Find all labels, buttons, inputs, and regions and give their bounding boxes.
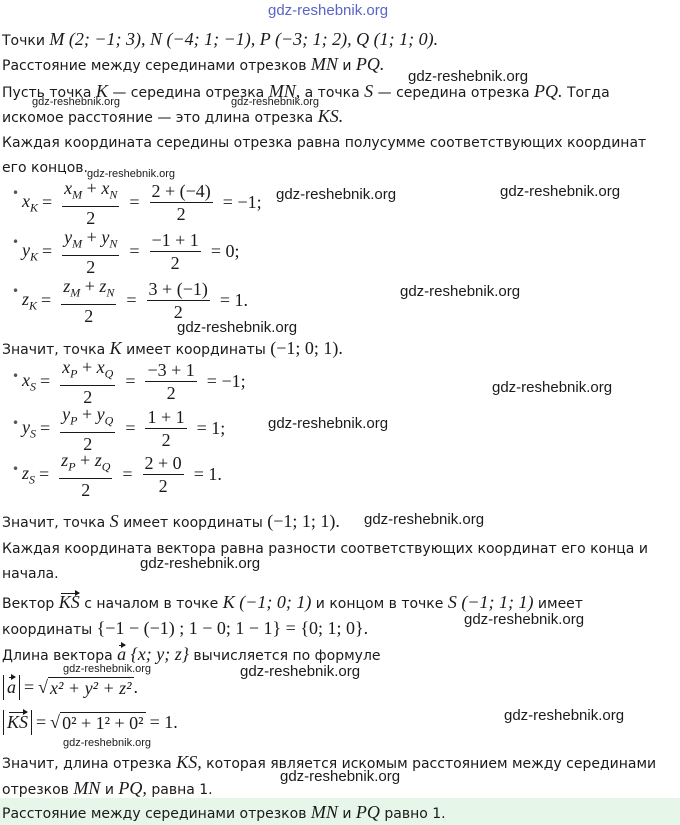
denominator: 2: [170, 253, 180, 274]
num-var: y: [101, 227, 110, 247]
denominator: 2: [86, 256, 96, 277]
equals-sign: =: [129, 192, 140, 213]
num-sub: M: [70, 285, 81, 300]
denominator: 2: [161, 430, 171, 451]
fraction-numeric: [145, 407, 186, 450]
num-var: z: [94, 450, 102, 470]
equals-sign: =: [125, 371, 136, 392]
concl-pq: PQ,: [118, 778, 147, 798]
concl-ks: KS,: [176, 752, 202, 772]
task-and: и: [342, 58, 352, 74]
equals-sign: =: [125, 418, 136, 439]
s-var: S: [109, 511, 119, 531]
plus-sign: +: [82, 404, 93, 424]
vector-coords-value: {−1 − (−1) ; 1 − 0; 1 − 1} = {0; 1; 0}.: [96, 618, 369, 638]
watermark: gdz-reshebnik.org: [408, 68, 529, 85]
answer-text-b: равно 1.: [384, 806, 446, 822]
fraction-symbolic: [61, 276, 116, 326]
formula-xk: [22, 178, 266, 228]
num-sub: P: [68, 459, 76, 474]
formula-lhs-sub: S: [30, 379, 36, 394]
num-var: z: [63, 276, 71, 296]
equals-sign: =: [41, 290, 52, 311]
vector-rule-line1: Каждая координата вектора равна разности соответствующих координат его конца и: [2, 541, 648, 557]
bullet: •: [12, 235, 20, 249]
length-formula: a = √ x² + y² + z² .: [3, 675, 138, 700]
watermark: gdz-reshebnik.org: [240, 663, 361, 680]
denominator: 2: [83, 386, 93, 407]
numerator-value: −3 + 1: [147, 360, 195, 381]
denominator: 2: [158, 476, 168, 497]
fraction-numeric: [147, 279, 210, 322]
num-sub: Q: [101, 459, 111, 474]
vector-k: K (−1; 0; 1): [222, 592, 312, 612]
formula-yk: [22, 227, 243, 277]
distance-ks: KS.: [317, 106, 344, 126]
k-coords-mid: имеет координаты: [126, 342, 266, 358]
plus-sign: +: [84, 276, 95, 296]
vector-text-b: с началом в точке: [84, 596, 219, 612]
watermark: gdz-reshebnik.org: [500, 183, 621, 200]
equals-sign: =: [129, 241, 140, 262]
task-pq: PQ.: [355, 54, 385, 74]
concl-text-b: которая является искомым расстоянием между серединами: [206, 756, 657, 772]
answer-pq: PQ: [355, 802, 380, 822]
vector-coords-label: координаты: [2, 622, 93, 638]
num-var: z: [99, 276, 107, 296]
s-coords-mid: имеет координаты: [123, 515, 263, 531]
answer-and: и: [342, 806, 352, 822]
vector-line: [2, 593, 583, 613]
let-pq: PQ.: [534, 81, 563, 101]
answer-text-a: Расстояние между серединами отрезков: [2, 806, 307, 822]
plus-sign: +: [82, 357, 93, 377]
num-var: y: [96, 404, 105, 424]
formula-zs: [22, 450, 226, 500]
concl-text-a: Значит, длина отрезка: [2, 756, 172, 772]
let-text-d: — середина отрезка: [377, 85, 530, 101]
vector-s: S (−1; 1; 1): [447, 592, 534, 612]
vector-text-d: имеет: [537, 596, 583, 612]
num-sub: M: [72, 236, 83, 251]
formula-lhs-sub: S: [29, 472, 36, 487]
watermark-small: gdz-reshebnik.org: [63, 663, 152, 675]
numerator-value: 3 + (−1): [148, 279, 208, 300]
distance-text: искомое расстояние — это длина отрезка: [2, 110, 314, 126]
concl-mn: MN: [73, 778, 101, 798]
formula-ys: [22, 404, 229, 454]
let-k: K: [95, 81, 108, 101]
formula-result: = 1.: [193, 464, 222, 485]
num-sub: N: [109, 187, 118, 202]
conclusion-line2: [2, 779, 213, 799]
s-coords-text: Значит, точка: [2, 515, 106, 531]
concl-and: и: [104, 782, 114, 798]
bullet: •: [12, 369, 20, 383]
formula-lhs: z: [22, 288, 30, 309]
let-text-e: Тогда: [566, 85, 610, 101]
fraction-symbolic: [60, 357, 115, 407]
denominator: 2: [166, 383, 176, 404]
formula-lhs: y: [22, 239, 30, 260]
midpoint-rule-line2: его концов.: [2, 160, 88, 176]
num-var: x: [64, 178, 73, 198]
watermark: gdz-reshebnik.org: [492, 379, 613, 396]
num-var: z: [61, 450, 69, 470]
num-var: x: [96, 357, 105, 377]
k-coords-value: (−1; 0; 1).: [270, 338, 343, 358]
ks-formula-rad: 0² + 1² + 0²: [62, 712, 144, 733]
k-coords-text: Значит, точка: [2, 342, 106, 358]
fraction-symbolic: [62, 178, 119, 228]
bullet: •: [12, 186, 20, 200]
vector-ks: KS: [58, 592, 80, 612]
formula-result: = −1;: [206, 371, 246, 392]
denominator: 2: [84, 305, 94, 326]
num-sub: N: [109, 236, 118, 251]
len-formula-vec: a: [7, 677, 16, 697]
formula-lhs-sub: K: [30, 249, 39, 264]
bullet: •: [12, 416, 20, 430]
bullet: •: [12, 462, 20, 476]
let-text-b: — середина отрезка: [112, 85, 265, 101]
formula-result: = 0;: [210, 241, 240, 262]
vector-rule-line2: начала.: [2, 566, 59, 582]
watermark: gdz-reshebnik.org: [504, 707, 625, 724]
points-label: Точки: [2, 33, 45, 49]
length-text-a: Длина вектора: [2, 648, 113, 664]
denominator: 2: [83, 433, 93, 454]
watermark: gdz-reshebnik.org: [364, 511, 485, 528]
numerator-value: 2 + 0: [144, 453, 182, 474]
task-line: [2, 55, 384, 75]
ks-formula-res: = 1.: [149, 712, 178, 732]
watermark-top: gdz-reshebnik.org: [268, 2, 389, 19]
fraction-symbolic: [60, 404, 115, 454]
num-sub: Q: [104, 366, 114, 381]
fraction-numeric: [150, 230, 201, 273]
watermark: gdz-reshebnik.org: [464, 611, 585, 628]
let-s: S: [364, 81, 374, 101]
formula-lhs-sub: K: [29, 298, 38, 313]
fraction-numeric: [150, 181, 213, 224]
points-line: [2, 30, 438, 50]
denominator: 2: [173, 302, 183, 323]
fraction-numeric: [145, 360, 196, 403]
concl-text-d: равна 1.: [151, 782, 213, 798]
equals-sign: =: [42, 192, 53, 213]
task-text: Расстояние между серединами отрезков: [2, 58, 307, 74]
length-text-b: вычисляется по формуле: [193, 648, 381, 664]
bullet: •: [12, 284, 20, 298]
distance-line: [2, 107, 343, 127]
num-sub: N: [106, 285, 115, 300]
vector-coords-line: [2, 619, 368, 639]
num-var: y: [62, 404, 71, 424]
plus-sign: +: [80, 450, 91, 470]
watermark-small: gdz-reshebnik.org: [32, 96, 121, 108]
watermark-small: gdz-reshebnik.org: [87, 168, 176, 180]
fraction-symbolic: [59, 450, 112, 500]
formula-lhs-sub: S: [30, 426, 36, 441]
k-coords-line: [2, 339, 343, 359]
formula-result: = −1;: [222, 192, 262, 213]
equals-sign: =: [40, 371, 51, 392]
num-var: x: [62, 357, 71, 377]
len-formula-rad: x² + y² + z²: [50, 677, 132, 698]
plus-sign: +: [86, 227, 97, 247]
formula-lhs: z: [22, 462, 30, 483]
length-line: [2, 645, 381, 665]
len-formula-end: .: [133, 677, 139, 697]
equals-sign: =: [42, 241, 53, 262]
num-sub: Q: [104, 413, 114, 428]
watermark: gdz-reshebnik.org: [276, 186, 397, 203]
equals-sign: =: [122, 464, 133, 485]
equals-sign: =: [126, 290, 137, 311]
formula-lhs: x: [22, 369, 30, 390]
denominator: 2: [86, 207, 96, 228]
length-vector: a: [117, 644, 127, 664]
let-text-c: а точка: [304, 85, 360, 101]
watermark-small: gdz-reshebnik.org: [63, 737, 152, 749]
fraction-numeric: [143, 453, 184, 496]
num-sub: P: [70, 413, 78, 428]
watermark: gdz-reshebnik.org: [268, 415, 389, 432]
watermark: gdz-reshebnik.org: [140, 555, 261, 572]
fraction-symbolic: [62, 227, 119, 277]
task-mn: MN: [310, 54, 338, 74]
denominator: 2: [81, 479, 91, 500]
numerator-value: 2 + (−4): [151, 181, 211, 202]
ks-length-formula: KS = √ 0² + 1² + 0² = 1.: [3, 710, 182, 735]
concl-text-c: отрезков: [2, 782, 69, 798]
midpoint-rule-line1: Каждая координата середины отрезка равна полусумме соответствующих координат: [2, 135, 647, 151]
len-formula-eq: =: [24, 677, 35, 697]
denominator: 2: [176, 204, 186, 225]
formula-xs: [22, 357, 250, 407]
num-var: x: [101, 178, 110, 198]
length-xyz: {x; y; z}: [130, 644, 189, 664]
num-sub: P: [70, 366, 78, 381]
watermark: gdz-reshebnik.org: [280, 768, 401, 785]
equals-sign: =: [39, 464, 50, 485]
formula-lhs-sub: K: [30, 200, 39, 215]
formula-lhs: x: [22, 190, 30, 211]
num-sub: M: [72, 187, 83, 202]
formula-lhs: y: [22, 416, 30, 437]
vector-text-a: Вектор: [2, 596, 55, 612]
formula-result: = 1;: [196, 418, 226, 439]
s-coords-value: (−1; 1; 1).: [267, 511, 340, 531]
equals-sign: =: [40, 418, 51, 439]
let-mn: MN,: [268, 81, 301, 101]
watermark: gdz-reshebnik.org: [177, 319, 298, 336]
k-var: K: [109, 338, 122, 358]
numerator-value: −1 + 1: [151, 230, 199, 251]
let-text-a: Пусть точка: [2, 85, 92, 101]
plus-sign: +: [86, 178, 97, 198]
formula-result: = 1.: [219, 290, 248, 311]
num-var: y: [64, 227, 73, 247]
s-coords-line: [2, 512, 340, 532]
answer-mn: MN: [310, 802, 338, 822]
answer-line: [2, 803, 446, 823]
numerator-value: 1 + 1: [147, 407, 185, 428]
points-coords: M (2; −1; 3), N (−4; 1; −1), P (−3; 1; 2), Q (1; 1; 0).: [49, 29, 439, 49]
watermark: gdz-reshebnik.org: [400, 283, 521, 300]
vector-text-c: и концом в точке: [315, 596, 444, 612]
watermark-small: gdz-reshebnik.org: [231, 96, 320, 108]
ks-formula-vec: KS: [7, 712, 29, 732]
ks-formula-eq: =: [36, 712, 47, 732]
